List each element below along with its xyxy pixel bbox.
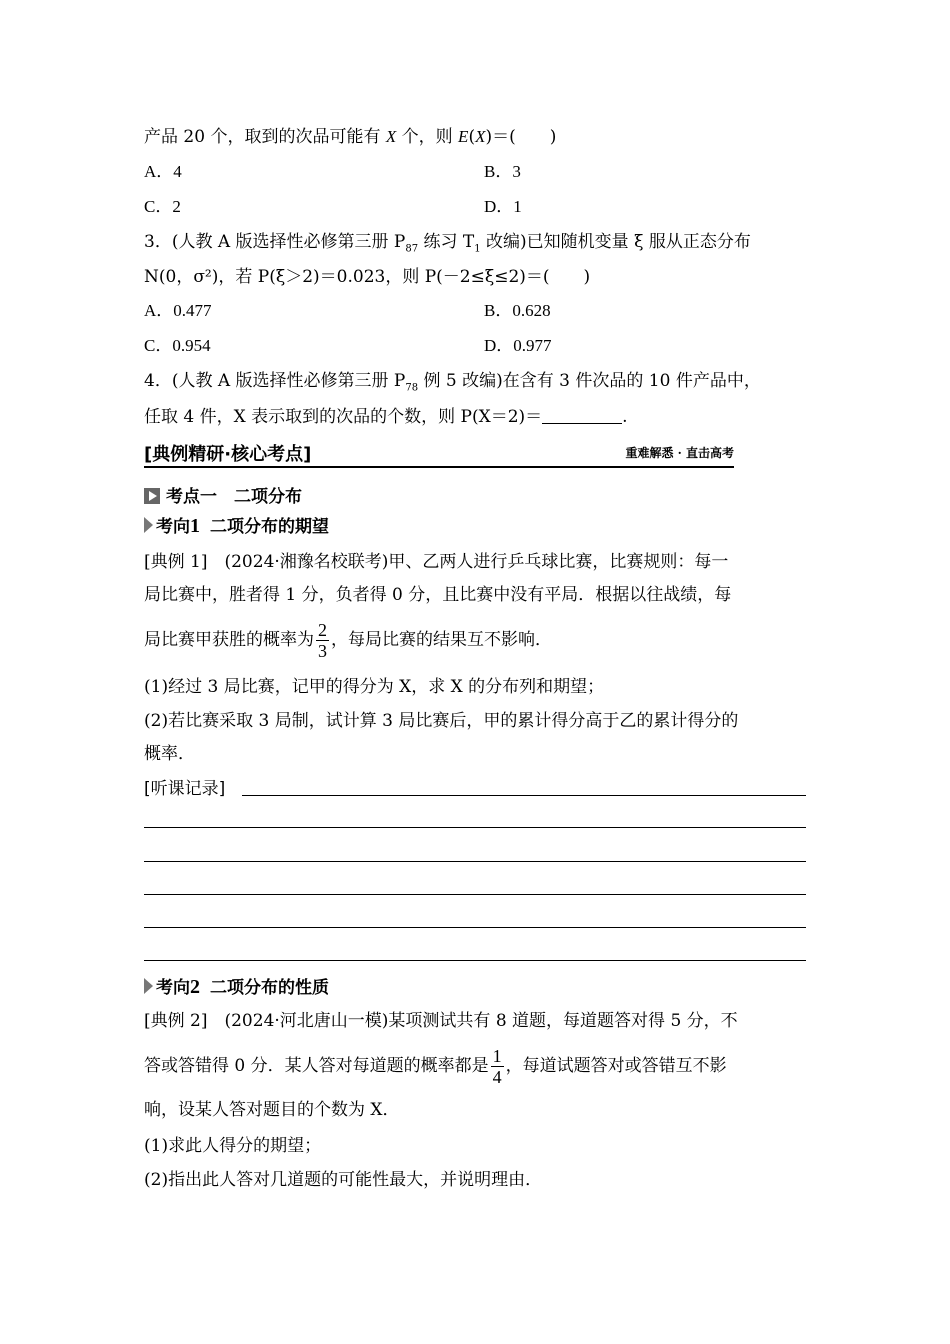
- subscript: 78: [405, 382, 419, 394]
- kaoxiang-label: 考向: [156, 978, 190, 998]
- section-subtitle: 重难解悉 · 直击高考: [625, 446, 734, 460]
- section-title: [典例精研·核心考点]: [144, 444, 312, 465]
- q4-line2: [144, 400, 809, 434]
- record-line-6: [144, 960, 806, 961]
- record-line-5: [144, 927, 806, 928]
- q3-option-a: A．0.477: [144, 301, 212, 320]
- text: 4．(人教 A 版选择性必修第三册 P: [144, 371, 406, 391]
- subscript: 87: [405, 243, 419, 255]
- subscript: 1: [474, 243, 481, 255]
- text: )＝( ): [485, 127, 557, 147]
- q2-option-d: D．1: [484, 197, 522, 216]
- text: 例 5 改编)在含有 3 件次品的 10 件产品中，: [418, 371, 761, 391]
- q2-option-c: C．2: [144, 197, 181, 216]
- text: 个，则: [396, 127, 459, 147]
- text: 任取 4 件，X 表示取到的次品的个数，则 P(X＝2)＝: [144, 407, 543, 427]
- fraction-one-quarter: [491, 1046, 504, 1087]
- text: .: [622, 407, 628, 427]
- ex1-part2-line2: 概率．: [144, 744, 195, 764]
- text: 练习 T: [418, 232, 475, 252]
- numerator: 2: [318, 620, 327, 640]
- q3-option-b: B．0.628: [484, 301, 551, 320]
- kaoxiang2-heading: [144, 973, 329, 999]
- ex2-line2: [144, 1044, 809, 1088]
- text: 答或答错得 0 分．某人答对每道题的概率都是: [144, 1056, 489, 1076]
- kaodian-heading: [144, 482, 302, 507]
- kaoxiang-title: 二项分布的性质: [210, 978, 329, 998]
- ex1-line2: 局比赛中，胜者得 1 分，负者得 0 分，且比赛中没有平局．根据以往战绩，每: [144, 585, 732, 605]
- kaoxiang1-heading: [144, 512, 329, 538]
- record-label: [听课记录]: [144, 779, 226, 799]
- kaodian-title: 考点一 二项分布: [166, 487, 302, 507]
- numerator: 1: [492, 1046, 502, 1066]
- q3-option-c: C．0.954: [144, 336, 211, 355]
- q2-option-a: A．4: [144, 162, 182, 181]
- q3-line2: N(0，σ²)，若 P(ξ＞2)＝0.023，则 P(－2≤ξ≤2)＝( ): [144, 267, 591, 287]
- var: X: [385, 127, 397, 146]
- fraction-two-thirds: [316, 620, 329, 661]
- triangle-icon: [144, 978, 153, 994]
- ex2-line3: 响，设某人答对题目的个数为 X．: [144, 1100, 400, 1120]
- ex1-part1: (1)经过 3 局比赛，记甲的得分为 X，求 X 的分布列和期望；: [144, 677, 605, 697]
- record-line-1: [242, 795, 806, 796]
- text: 3．(人教 A 版选择性必修第三册 P: [144, 232, 406, 252]
- q3-option-d: D．0.977: [484, 336, 552, 355]
- kaoxiang-label: 考向: [156, 517, 190, 537]
- var: X: [475, 127, 486, 146]
- section-header: [144, 440, 734, 468]
- ex1-line1: [典例 1] (2024·湘豫名校联考)甲、乙两人进行乒乓球比赛，比赛规则：每一: [144, 552, 729, 572]
- triangle-icon: [144, 517, 153, 533]
- text: 局比赛甲获胜的概率为: [144, 630, 314, 650]
- kaoxiang-number: 2: [190, 976, 200, 998]
- kaoxiang-title: 二项分布的期望: [210, 517, 329, 537]
- ex2-part2: (2)指出此人答对几道题的可能性最大，并说明理由．: [144, 1170, 543, 1190]
- record-line-4: [144, 894, 806, 895]
- text: 产品 20 个，取到的次品可能有: [144, 127, 386, 147]
- answer-blank: [542, 405, 622, 424]
- ex2-line1: [典例 2] (2024·河北唐山一模)某项测试共有 8 道题，每道题答对得 5 分，不: [144, 1011, 738, 1031]
- text: 改编)已知随机变量 ξ 服从正态分布: [480, 232, 751, 252]
- denominator: 4: [492, 1067, 502, 1087]
- record-line-3: [144, 861, 806, 862]
- ex2-part1: (1)求此人得分的期望；: [144, 1136, 322, 1156]
- record-line-2: [144, 827, 806, 828]
- q2-continuation: 产品 20 个，取到的次品可能有 X 个，则 E(X)＝( ): [144, 127, 557, 147]
- play-box-icon: [144, 488, 160, 504]
- kaoxiang-number: 1: [190, 515, 200, 537]
- ex1-part2-line1: (2)若比赛采取 3 局制，试计算 3 局比赛后，甲的累计得分高于乙的累计得分的: [144, 711, 739, 731]
- q2-option-b: B．3: [484, 162, 521, 181]
- ex1-line3: [144, 618, 809, 662]
- text: ，每局比赛的结果互不影响．: [331, 630, 552, 650]
- text: ，每道试题答对或答错互不影: [505, 1056, 727, 1076]
- expectation-symbol: E: [458, 127, 469, 146]
- denominator: 3: [318, 641, 327, 661]
